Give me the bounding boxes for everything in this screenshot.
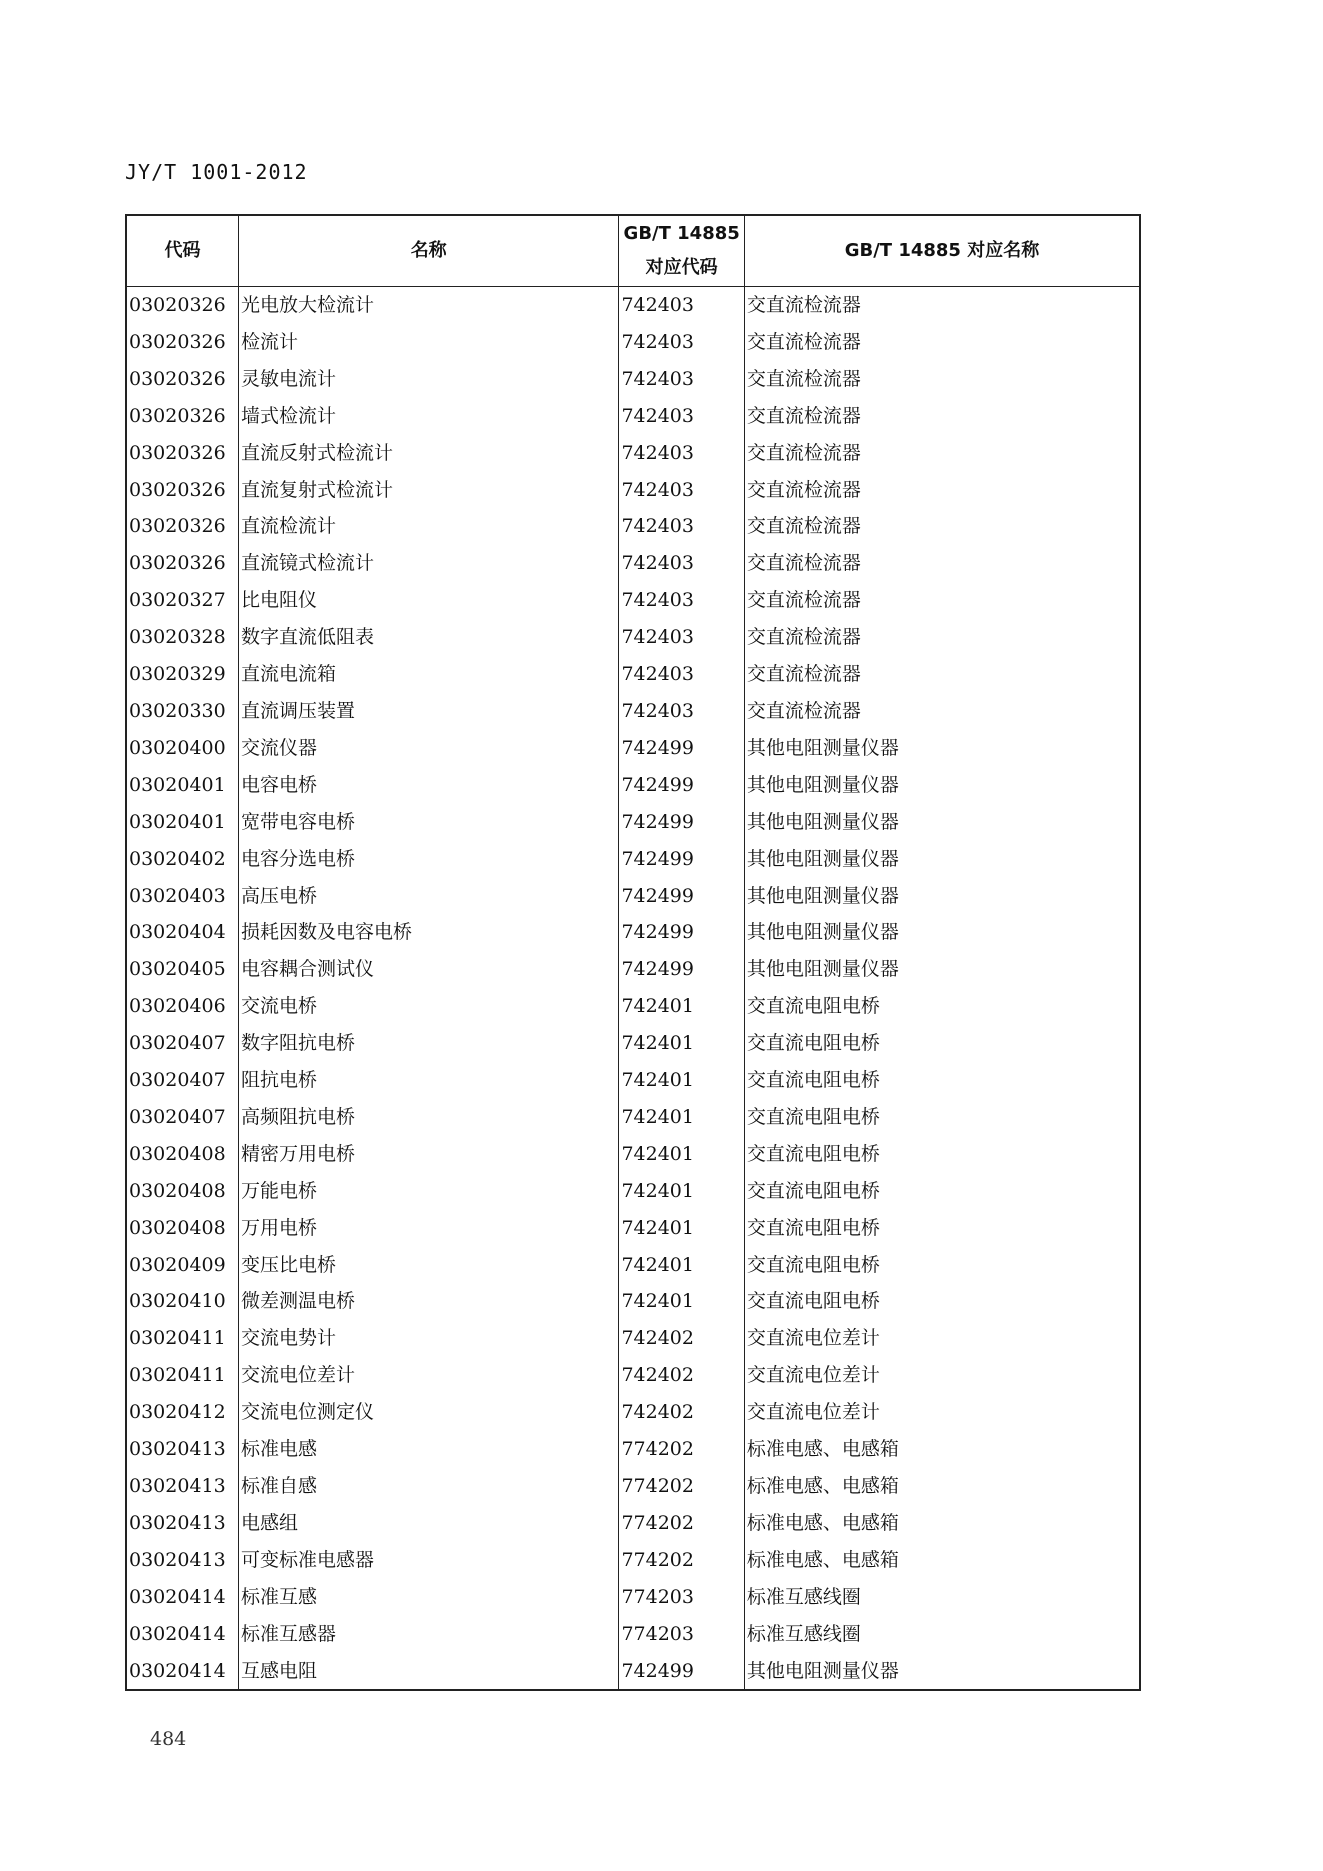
cell-name: 高频阻抗电桥 — [238, 1099, 619, 1136]
cell-gb-name: 交直流电阻电桥 — [744, 1136, 1140, 1173]
cell-code: 03020326 — [126, 545, 238, 582]
cell-gb-code: 742499 — [619, 841, 744, 878]
cell-gb-code: 742403 — [619, 435, 744, 472]
cell-name: 墙式检流计 — [238, 398, 619, 435]
cell-code: 03020407 — [126, 1062, 238, 1099]
cell-gb-code: 774202 — [619, 1468, 744, 1505]
table-row — [126, 1136, 1140, 1173]
cell-gb-code: 742499 — [619, 730, 744, 767]
table-row — [126, 1542, 1140, 1579]
cell-gb-code: 774203 — [619, 1616, 744, 1653]
cell-code: 03020413 — [126, 1505, 238, 1542]
cell-gb-code: 742401 — [619, 1283, 744, 1320]
cell-code: 03020413 — [126, 1468, 238, 1505]
table-row — [126, 1247, 1140, 1284]
cell-name: 直流镜式检流计 — [238, 545, 619, 582]
cell-gb-code: 742403 — [619, 398, 744, 435]
cell-name: 直流电流箱 — [238, 656, 619, 693]
cell-gb-name: 交直流电阻电桥 — [744, 1025, 1140, 1062]
cell-gb-name: 交直流检流器 — [744, 656, 1140, 693]
cell-code: 03020411 — [126, 1320, 238, 1357]
cell-code: 03020401 — [126, 804, 238, 841]
cell-name: 交流电位差计 — [238, 1357, 619, 1394]
cell-gb-name: 标准互感线圈 — [744, 1616, 1140, 1653]
cell-gb-name: 交直流检流器 — [744, 545, 1140, 582]
cell-code: 03020326 — [126, 398, 238, 435]
cell-gb-code: 742499 — [619, 878, 744, 915]
cell-name: 互感电阻 — [238, 1653, 619, 1691]
table-row — [126, 878, 1140, 915]
cell-code: 03020406 — [126, 988, 238, 1025]
cell-gb-name: 交直流检流器 — [744, 398, 1140, 435]
cell-gb-name: 交直流电阻电桥 — [744, 1210, 1140, 1247]
table-row — [126, 1431, 1140, 1468]
cell-gb-name: 其他电阻测量仪器 — [744, 1653, 1140, 1691]
cell-gb-code: 742403 — [619, 361, 744, 398]
cell-gb-code: 742401 — [619, 1099, 744, 1136]
column-header-gb-code-line2: 对应代码 — [645, 257, 718, 278]
table-row — [126, 804, 1140, 841]
cell-name: 可变标准电感器 — [238, 1542, 619, 1579]
cell-gb-name: 交直流检流器 — [744, 435, 1140, 472]
cell-code: 03020414 — [126, 1616, 238, 1653]
cell-gb-name: 交直流检流器 — [744, 472, 1140, 509]
cell-code: 03020414 — [126, 1579, 238, 1616]
table-row — [126, 730, 1140, 767]
cell-name: 微差测温电桥 — [238, 1283, 619, 1320]
cell-name: 电容电桥 — [238, 767, 619, 804]
table-row — [126, 1468, 1140, 1505]
cell-gb-code: 742401 — [619, 1247, 744, 1284]
cell-code: 03020407 — [126, 1099, 238, 1136]
cell-gb-code: 742403 — [619, 582, 744, 619]
cell-gb-code: 742403 — [619, 545, 744, 582]
cell-gb-name: 标准电感、电感箱 — [744, 1542, 1140, 1579]
cell-name: 直流检流计 — [238, 508, 619, 545]
cell-name: 宽带电容电桥 — [238, 804, 619, 841]
cell-gb-name: 交直流电阻电桥 — [744, 1283, 1140, 1320]
cell-code: 03020326 — [126, 435, 238, 472]
table-row — [126, 1616, 1140, 1653]
cell-name: 交流电势计 — [238, 1320, 619, 1357]
table-row — [126, 656, 1140, 693]
cell-name: 精密万用电桥 — [238, 1136, 619, 1173]
code-mapping-table — [125, 214, 1141, 1691]
table-row — [126, 1653, 1140, 1691]
cell-gb-name: 标准互感线圈 — [744, 1579, 1140, 1616]
cell-gb-code: 742401 — [619, 988, 744, 1025]
cell-name: 损耗因数及电容电桥 — [238, 914, 619, 951]
cell-gb-name: 标准电感、电感箱 — [744, 1431, 1140, 1468]
cell-gb-code: 774202 — [619, 1542, 744, 1579]
cell-name: 比电阻仪 — [238, 582, 619, 619]
cell-name: 数字阻抗电桥 — [238, 1025, 619, 1062]
table-row — [126, 361, 1140, 398]
cell-name: 灵敏电流计 — [238, 361, 619, 398]
cell-gb-code: 742401 — [619, 1025, 744, 1062]
table-row — [126, 1283, 1140, 1320]
cell-gb-code: 742403 — [619, 656, 744, 693]
cell-gb-code: 742401 — [619, 1173, 744, 1210]
cell-code: 03020410 — [126, 1283, 238, 1320]
table-row — [126, 435, 1140, 472]
cell-gb-code: 742499 — [619, 804, 744, 841]
cell-code: 03020408 — [126, 1136, 238, 1173]
cell-code: 03020409 — [126, 1247, 238, 1284]
cell-name: 标准自感 — [238, 1468, 619, 1505]
column-header-gb-code-line1: GB/T 14885 — [623, 223, 740, 244]
table-row — [126, 1357, 1140, 1394]
cell-gb-code: 742403 — [619, 508, 744, 545]
cell-code: 03020400 — [126, 730, 238, 767]
cell-name: 高压电桥 — [238, 878, 619, 915]
table-row — [126, 1505, 1140, 1542]
cell-name: 直流调压装置 — [238, 693, 619, 730]
cell-code: 03020326 — [126, 324, 238, 361]
cell-gb-name: 标准电感、电感箱 — [744, 1468, 1140, 1505]
table-row — [126, 619, 1140, 656]
cell-gb-code: 742402 — [619, 1320, 744, 1357]
cell-gb-name: 交直流检流器 — [744, 582, 1140, 619]
table-row — [126, 767, 1140, 804]
cell-name: 标准互感器 — [238, 1616, 619, 1653]
table-row — [126, 1320, 1140, 1357]
table-row — [126, 508, 1140, 545]
cell-code: 03020408 — [126, 1173, 238, 1210]
cell-code: 03020326 — [126, 472, 238, 509]
table-row — [126, 841, 1140, 878]
cell-name: 检流计 — [238, 324, 619, 361]
cell-code: 03020411 — [126, 1357, 238, 1394]
cell-gb-name: 交直流检流器 — [744, 693, 1140, 730]
table-row — [126, 1099, 1140, 1136]
cell-gb-code: 774202 — [619, 1505, 744, 1542]
cell-name: 交流电位测定仪 — [238, 1394, 619, 1431]
cell-gb-code: 742403 — [619, 693, 744, 730]
page-number: 484 — [150, 1728, 187, 1750]
cell-gb-name: 交直流电位差计 — [744, 1357, 1140, 1394]
cell-name: 光电放大检流计 — [238, 287, 619, 324]
table-row — [126, 582, 1140, 619]
cell-code: 03020413 — [126, 1542, 238, 1579]
table-row — [126, 1579, 1140, 1616]
cell-name: 万用电桥 — [238, 1210, 619, 1247]
table-row — [126, 1210, 1140, 1247]
cell-gb-name: 交直流电位差计 — [744, 1320, 1140, 1357]
cell-gb-name: 交直流电阻电桥 — [744, 1099, 1140, 1136]
cell-name: 交流仪器 — [238, 730, 619, 767]
cell-code: 03020412 — [126, 1394, 238, 1431]
column-header-gb-name: GB/T 14885 对应名称 — [744, 215, 1140, 287]
cell-gb-name: 标准电感、电感箱 — [744, 1505, 1140, 1542]
column-header-gb-code — [619, 215, 744, 287]
cell-name: 标准互感 — [238, 1579, 619, 1616]
table-row — [126, 545, 1140, 582]
cell-code: 03020328 — [126, 619, 238, 656]
cell-name: 标准电感 — [238, 1431, 619, 1468]
cell-code: 03020330 — [126, 693, 238, 730]
cell-gb-code: 742499 — [619, 914, 744, 951]
column-header-code: 代码 — [126, 215, 238, 287]
cell-gb-code: 742499 — [619, 767, 744, 804]
cell-gb-name: 其他电阻测量仪器 — [744, 730, 1140, 767]
cell-gb-name: 交直流电阻电桥 — [744, 1247, 1140, 1284]
cell-code: 03020327 — [126, 582, 238, 619]
cell-code: 03020326 — [126, 287, 238, 324]
table-row — [126, 472, 1140, 509]
cell-code: 03020326 — [126, 361, 238, 398]
cell-code: 03020408 — [126, 1210, 238, 1247]
cell-code: 03020404 — [126, 914, 238, 951]
cell-name: 直流反射式检流计 — [238, 435, 619, 472]
cell-gb-name: 交直流检流器 — [744, 619, 1140, 656]
cell-gb-name: 交直流检流器 — [744, 508, 1140, 545]
cell-gb-name: 其他电阻测量仪器 — [744, 951, 1140, 988]
cell-gb-code: 742402 — [619, 1394, 744, 1431]
cell-gb-name: 其他电阻测量仪器 — [744, 767, 1140, 804]
cell-name: 直流复射式检流计 — [238, 472, 619, 509]
cell-gb-name: 交直流检流器 — [744, 324, 1140, 361]
cell-gb-name: 交直流电位差计 — [744, 1394, 1140, 1431]
cell-gb-name: 其他电阻测量仪器 — [744, 804, 1140, 841]
cell-name: 交流电桥 — [238, 988, 619, 1025]
table-header — [126, 215, 1140, 287]
cell-code: 03020405 — [126, 951, 238, 988]
cell-code: 03020413 — [126, 1431, 238, 1468]
cell-gb-name: 交直流检流器 — [744, 287, 1140, 324]
cell-code: 03020326 — [126, 508, 238, 545]
cell-code: 03020401 — [126, 767, 238, 804]
cell-gb-code: 742403 — [619, 472, 744, 509]
standard-code-header: JY/T 1001-2012 — [125, 160, 308, 184]
cell-gb-code: 742403 — [619, 324, 744, 361]
cell-name: 数字直流低阻表 — [238, 619, 619, 656]
table-row — [126, 1025, 1140, 1062]
cell-name: 电容分选电桥 — [238, 841, 619, 878]
table-row — [126, 988, 1140, 1025]
cell-name: 电容耦合测试仪 — [238, 951, 619, 988]
cell-gb-code: 742401 — [619, 1062, 744, 1099]
cell-gb-name: 交直流检流器 — [744, 361, 1140, 398]
cell-gb-code: 774202 — [619, 1431, 744, 1468]
cell-gb-code: 742403 — [619, 619, 744, 656]
table-row — [126, 951, 1140, 988]
cell-gb-name: 交直流电阻电桥 — [744, 1062, 1140, 1099]
table-body — [126, 287, 1140, 1691]
table-row — [126, 398, 1140, 435]
table-row — [126, 1062, 1140, 1099]
cell-code: 03020403 — [126, 878, 238, 915]
cell-gb-code: 774203 — [619, 1579, 744, 1616]
cell-name: 万能电桥 — [238, 1173, 619, 1210]
cell-gb-code: 742401 — [619, 1210, 744, 1247]
cell-gb-code: 742401 — [619, 1136, 744, 1173]
table-row — [126, 1394, 1140, 1431]
cell-gb-name: 其他电阻测量仪器 — [744, 841, 1140, 878]
cell-name: 阻抗电桥 — [238, 1062, 619, 1099]
table-row — [126, 914, 1140, 951]
cell-name: 变压比电桥 — [238, 1247, 619, 1284]
cell-gb-code: 742499 — [619, 951, 744, 988]
cell-gb-code: 742499 — [619, 1653, 744, 1691]
cell-name: 电感组 — [238, 1505, 619, 1542]
cell-gb-name: 其他电阻测量仪器 — [744, 878, 1140, 915]
cell-code: 03020402 — [126, 841, 238, 878]
cell-gb-name: 交直流电阻电桥 — [744, 988, 1140, 1025]
table-row — [126, 693, 1140, 730]
cell-code: 03020407 — [126, 1025, 238, 1062]
table-row — [126, 324, 1140, 361]
cell-gb-name: 交直流电阻电桥 — [744, 1173, 1140, 1210]
cell-code: 03020414 — [126, 1653, 238, 1691]
cell-gb-code: 742402 — [619, 1357, 744, 1394]
cell-gb-code: 742403 — [619, 287, 744, 324]
cell-code: 03020329 — [126, 656, 238, 693]
table-row — [126, 1173, 1140, 1210]
cell-gb-name: 其他电阻测量仪器 — [744, 914, 1140, 951]
table-row — [126, 287, 1140, 324]
column-header-name: 名称 — [238, 215, 619, 287]
